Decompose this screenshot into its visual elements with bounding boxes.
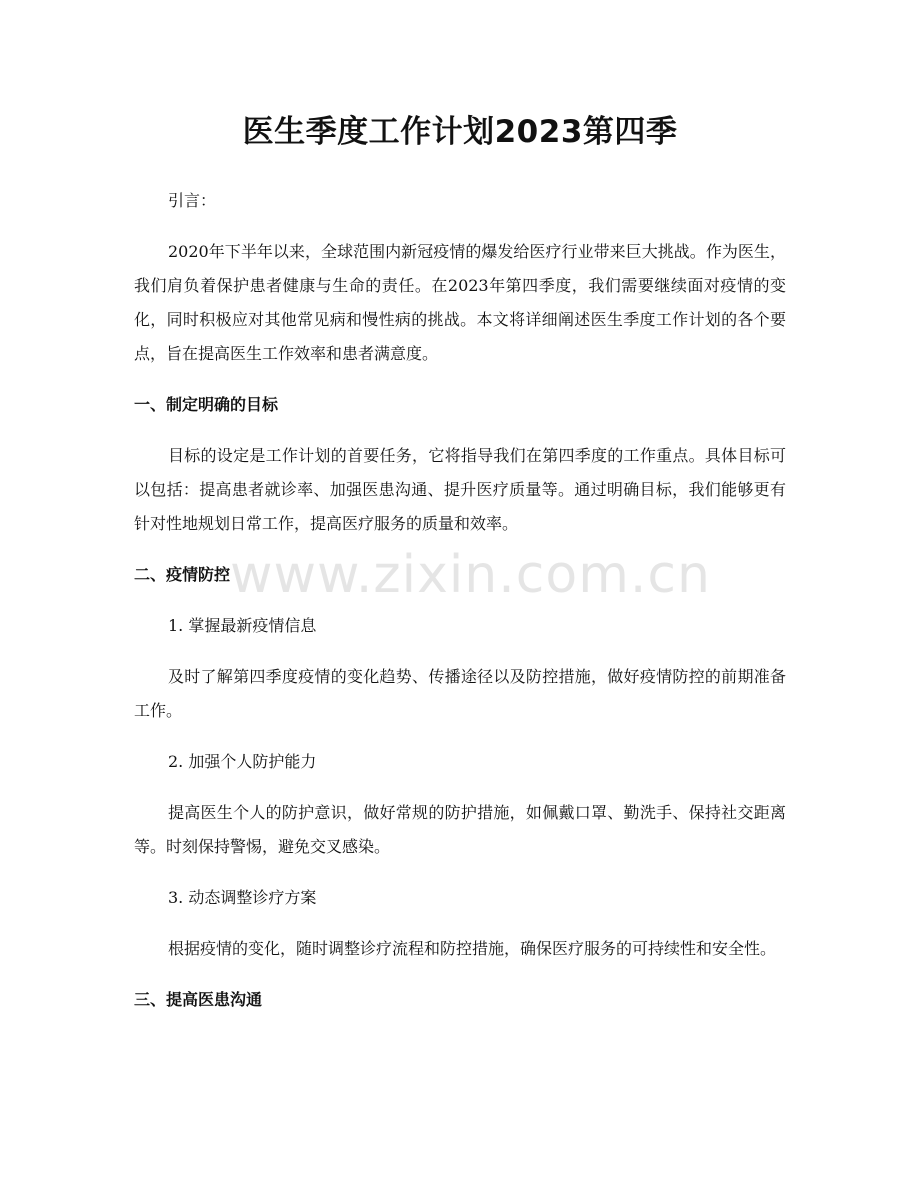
intro-label: 引言：	[168, 191, 217, 210]
item2-paragraph: 提高医生个人的防护意识，做好常规的防护措施，如佩戴口罩、勤洗手、保持社交距离等。时刻保持警惕，避免交叉感染。	[134, 803, 786, 856]
item1-paragraph: 及时了解第四季度疫情的变化趋势、传播途径以及防控措施，做好疫情防控的前期准备工作。	[134, 667, 786, 720]
item2-heading: 2. 加强个人防护能力	[168, 752, 317, 771]
intro-paragraph: 2020年下半年以来，全球范围内新冠疫情的爆发给医疗行业带来巨大挑战。作为医生，我们肩负着保护患者健康与生命的责任。在2023年第四季度，我们需要继续面对疫情的变化，同时积极应对其他常见病和慢性病的挑战。本文将详细阐述医生季度工作计划的各个要点，旨在提高医生工作效率和患者满意度。	[134, 242, 786, 363]
item3-paragraph: 根据疫情的变化，随时调整诊疗流程和防控措施，确保医疗服务的可持续性和安全性。	[168, 939, 777, 958]
document-body	[134, 184, 786, 1034]
item1-heading: 1. 掌握最新疫情信息	[168, 616, 317, 635]
section3-heading: 三、提高医患沟通	[134, 990, 263, 1009]
item3-heading: 3. 动态调整诊疗方案	[168, 888, 317, 907]
watermark: www.zixin.com.cn	[230, 545, 711, 605]
section1-paragraph: 目标的设定是工作计划的首要任务，它将指导我们在第四季度的工作重点。具体目标可以包括：提高患者就诊率、加强医患沟通、提升医疗质量等。通过明确目标，我们能够更有针对性地规划日常工作，提高医疗服务的质量和效率。	[134, 446, 786, 533]
section1-heading: 一、制定明确的目标	[134, 395, 279, 414]
document-title: 医生季度工作计划2023第四季	[242, 114, 678, 150]
section2-heading: 二、疫情防控	[134, 565, 231, 584]
